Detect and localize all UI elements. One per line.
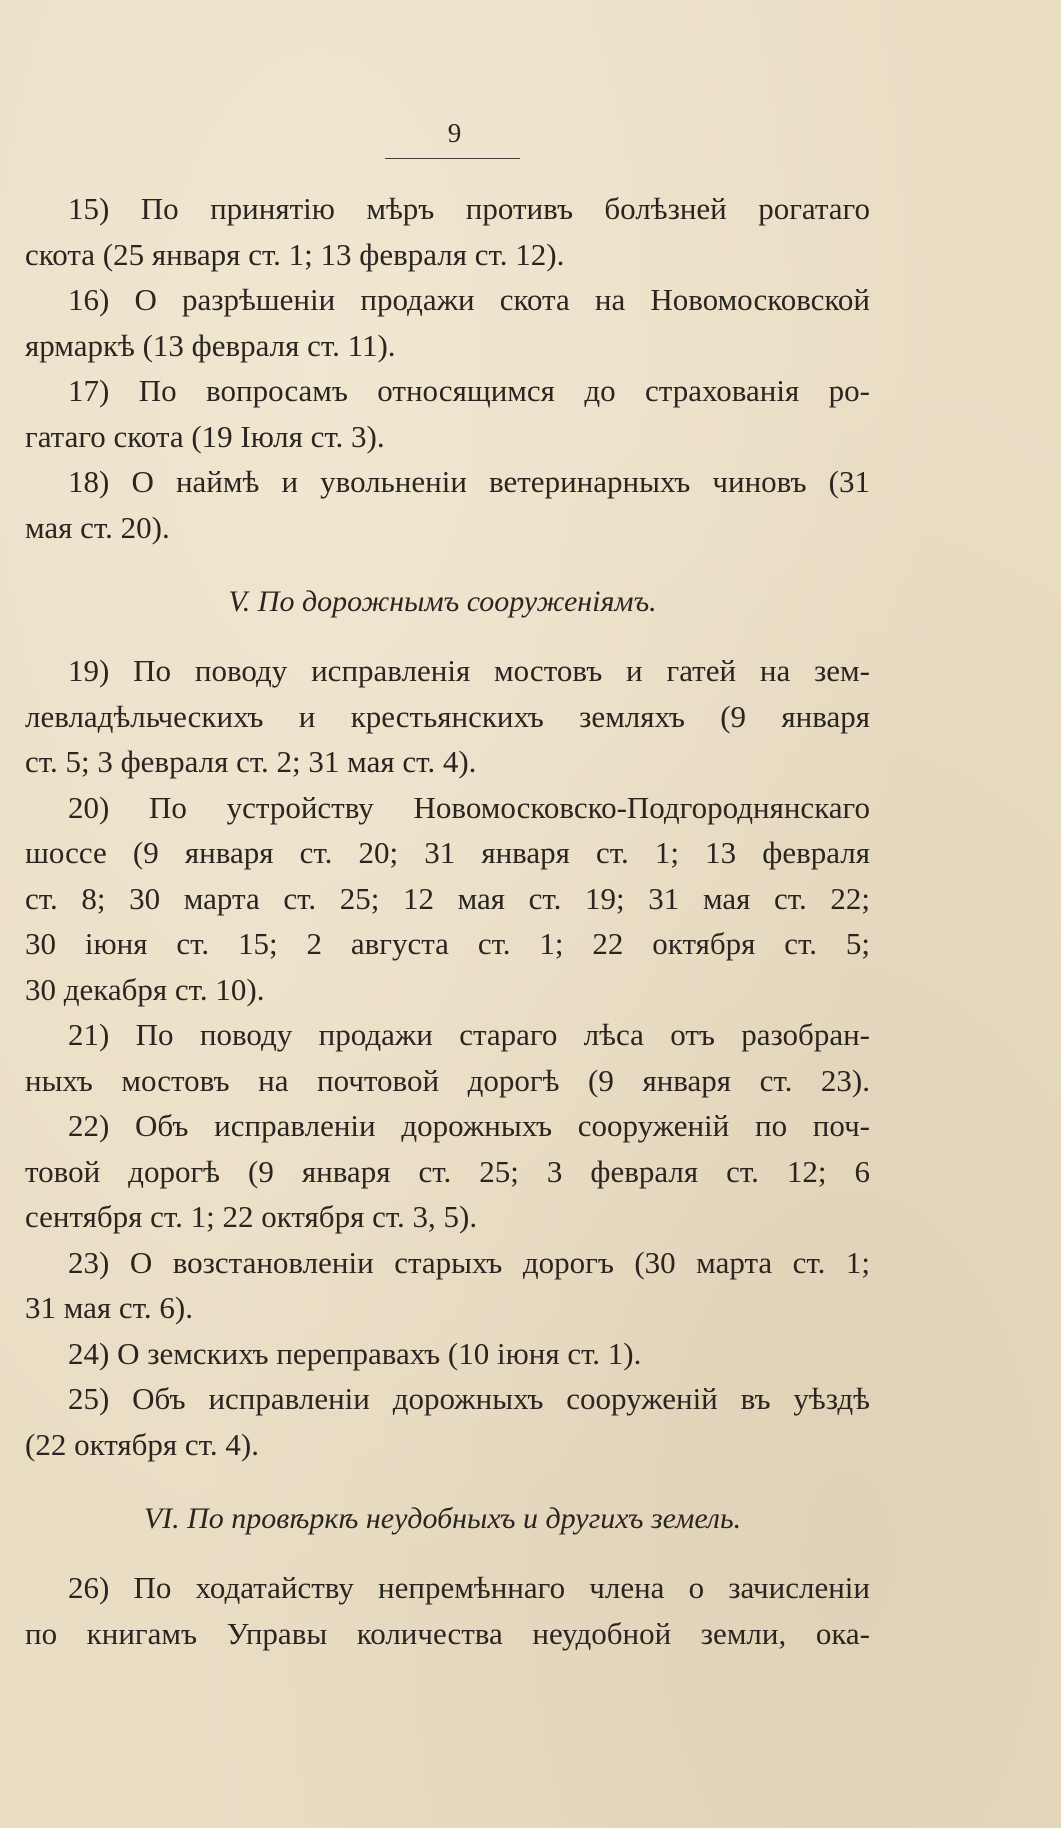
text-line: гатаго скота (19 Іюля ст. 3). — [25, 418, 385, 454]
text-line: левладѣльческихъ и крестьянскихъ земляхъ (9 января — [25, 698, 870, 734]
text-line: скота (25 января ст. 1; 13 февраля ст. 12). — [25, 236, 565, 272]
text-line: сентября ст. 1; 22 октября ст. 3, 5). — [25, 1199, 478, 1234]
text-line: 23) О возстановленіи старыхъ дорогъ (30 марта ст. 1; — [68, 1244, 870, 1280]
text-line: 21) По поводу продажи стараго лѣса отъ разобран- — [68, 1017, 870, 1052]
text-line: 16) О разрѣшеніи продажи скота на Новомосковской — [68, 282, 870, 317]
text-line: мая ст. 20). — [25, 509, 170, 545]
text-line: 17) По вопросамъ относящимся до страхованія ро- — [68, 373, 870, 408]
text-line: по книгамъ Управы количества неудобной земли, ока- — [25, 1615, 870, 1651]
page-number: 9 — [447, 118, 463, 148]
page-number-rule — [385, 158, 520, 159]
text-line: 25) Объ исправленіи дорожныхъ сооруженій въ уѣздѣ — [68, 1381, 870, 1416]
text-line: ярмаркѣ (13 февраля ст. 11). — [25, 327, 396, 363]
text-line: 22) Объ исправленіи дорожныхъ сооруженій по поч- — [68, 1108, 870, 1143]
text-line: ст. 8; 30 марта ст. 25; 12 мая ст. 19; 31 мая ст. 22; — [25, 880, 870, 916]
text-line: 31 мая ст. 6). — [25, 1290, 193, 1325]
text-line: 30 іюня ст. 15; 2 августа ст. 1; 22 октября ст. 5; — [25, 926, 870, 961]
text-line: 15) По принятію мѣръ противъ болѣзней рогатаго — [68, 191, 870, 226]
text-line: 24) О земскихъ переправахъ (10 іюня ст. 1). — [68, 1335, 642, 1371]
text-line: 20) По устройству Новомосковско-Подгороднянскаго — [68, 789, 870, 825]
text-line: товой дорогѣ (9 января ст. 25; 3 февраля ст. 12; 6 — [25, 1153, 870, 1189]
text-line: ныхъ мостовъ на почтовой дорогѣ (9 января ст. 23). — [25, 1062, 870, 1098]
document-body — [25, 186, 870, 1656]
section-heading-vi: VI. По провѣркѣ неудобныхъ и другихъ земель. — [143, 1502, 742, 1535]
text-line: 30 декабря ст. 10). — [25, 971, 265, 1007]
section-heading-v: V. По дорожнымъ сооруженіямъ. — [228, 585, 657, 618]
text-line: (22 октября ст. 4). — [25, 1426, 259, 1462]
text-line: ст. 5; 3 февраля ст. 2; 31 мая ст. 4). — [25, 744, 477, 779]
text-line: 26) По ходатайству непремѣннаго члена о зачисленіи — [68, 1570, 870, 1605]
text-line: 18) О наймѣ и увольненіи ветеринарныхъ чиновъ (31 — [68, 464, 870, 499]
text-line: шоссе (9 января ст. 20; 31 января ст. 1; 13 февраля — [25, 835, 870, 870]
text-line: 19) По поводу исправленія мостовъ и гатей на зем- — [68, 653, 870, 688]
